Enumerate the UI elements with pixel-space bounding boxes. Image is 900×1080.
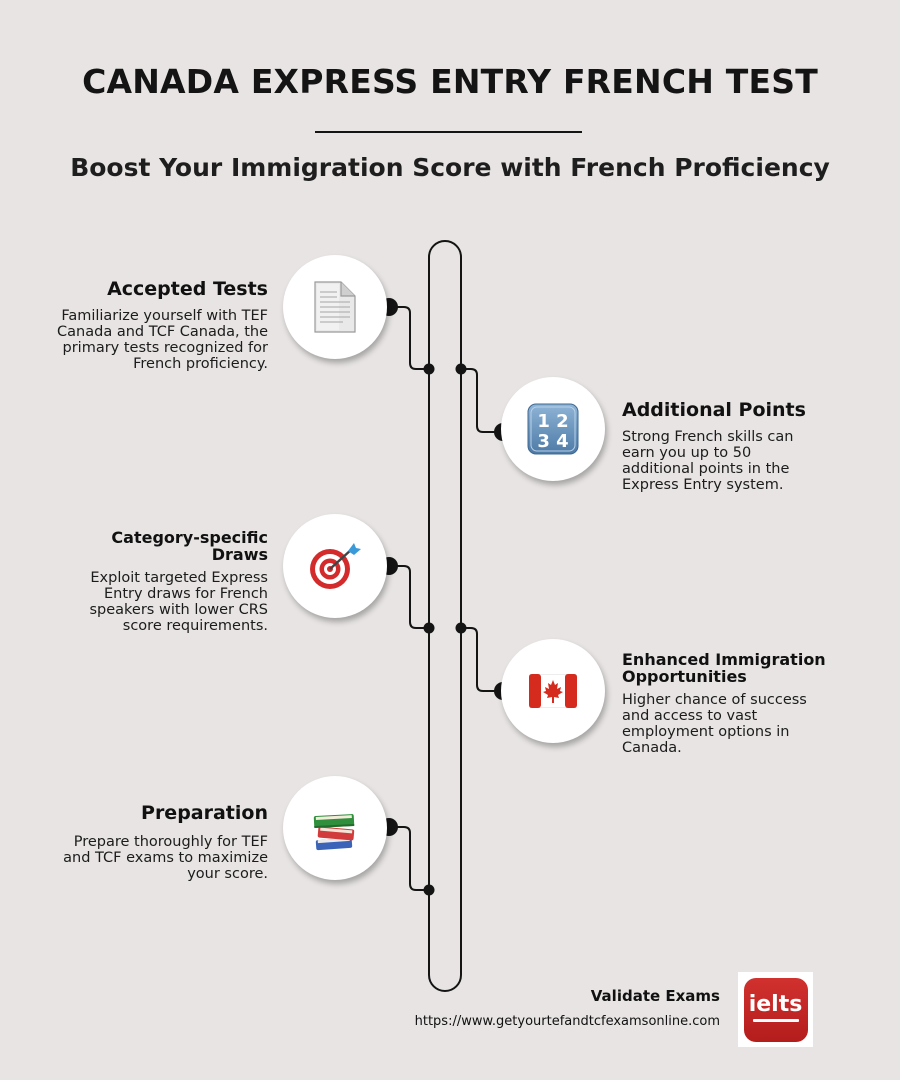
svg-text:3 4: 3 4	[537, 431, 569, 452]
category-draws-heading: Category-specific Draws	[111, 528, 268, 564]
svg-text:1 2: 1 2	[537, 411, 569, 432]
canada-flag-icon-badge	[501, 639, 605, 743]
brand-name: Validate Exams	[590, 987, 720, 1005]
ielts-logo-icon	[744, 978, 808, 1042]
numbers-icon-badge	[501, 377, 605, 481]
connector-category-draws	[389, 566, 429, 628]
books-icon	[310, 803, 360, 853]
accepted-tests-description: Familiarize yourself with TEF Canada and TCF Canada, the primary tests recognized for French proficiency.	[57, 308, 268, 372]
preparation-heading: Preparation	[141, 802, 268, 824]
target-icon	[308, 541, 362, 591]
track-dot	[424, 623, 435, 634]
connector-accepted-tests	[389, 307, 429, 369]
additional-points-heading: Additional Points	[622, 399, 806, 421]
enhanced-opportunities-description: Higher chance of success and access to vast employment options in Canada.	[622, 692, 807, 756]
track-dot	[424, 885, 435, 896]
track-dot	[456, 364, 467, 375]
logo-text: ielts	[748, 991, 803, 1017]
connector-preparation	[389, 827, 429, 890]
additional-points-description: Strong French skills can earn you up to 50 additional points in the Express Entry system.	[622, 429, 794, 493]
preparation-description: Prepare thoroughly for TEF and TCF exams to maximize your score.	[63, 834, 268, 882]
logo-underline	[753, 1019, 799, 1022]
numbers-icon	[527, 403, 579, 455]
document-icon	[311, 279, 359, 335]
enhanced-opportunities-heading: Enhanced Immigration Opportunities	[622, 650, 826, 686]
canada-flag-icon	[529, 674, 577, 708]
page-subtitle: Boost Your Immigration Score with French Proficiency	[70, 153, 830, 182]
target-icon-badge	[283, 514, 387, 618]
category-draws-description: Exploit targeted Express Entry draws for French speakers with lower CRS score requirements.	[89, 570, 268, 634]
timeline-track	[429, 241, 461, 991]
track-dot	[424, 364, 435, 375]
brand-url[interactable]: https://www.getyourtefandtcfexamsonline.com	[414, 1014, 720, 1029]
connector-additional-points	[461, 369, 503, 432]
page-title: CANADA EXPRESS ENTRY FRENCH TEST	[82, 62, 818, 101]
track-dot	[456, 623, 467, 634]
connector-enhanced-opportunities	[461, 628, 503, 691]
accepted-tests-heading: Accepted Tests	[107, 278, 268, 300]
document-icon-badge	[283, 255, 387, 359]
books-icon-badge	[283, 776, 387, 880]
brand-logo	[738, 972, 813, 1047]
